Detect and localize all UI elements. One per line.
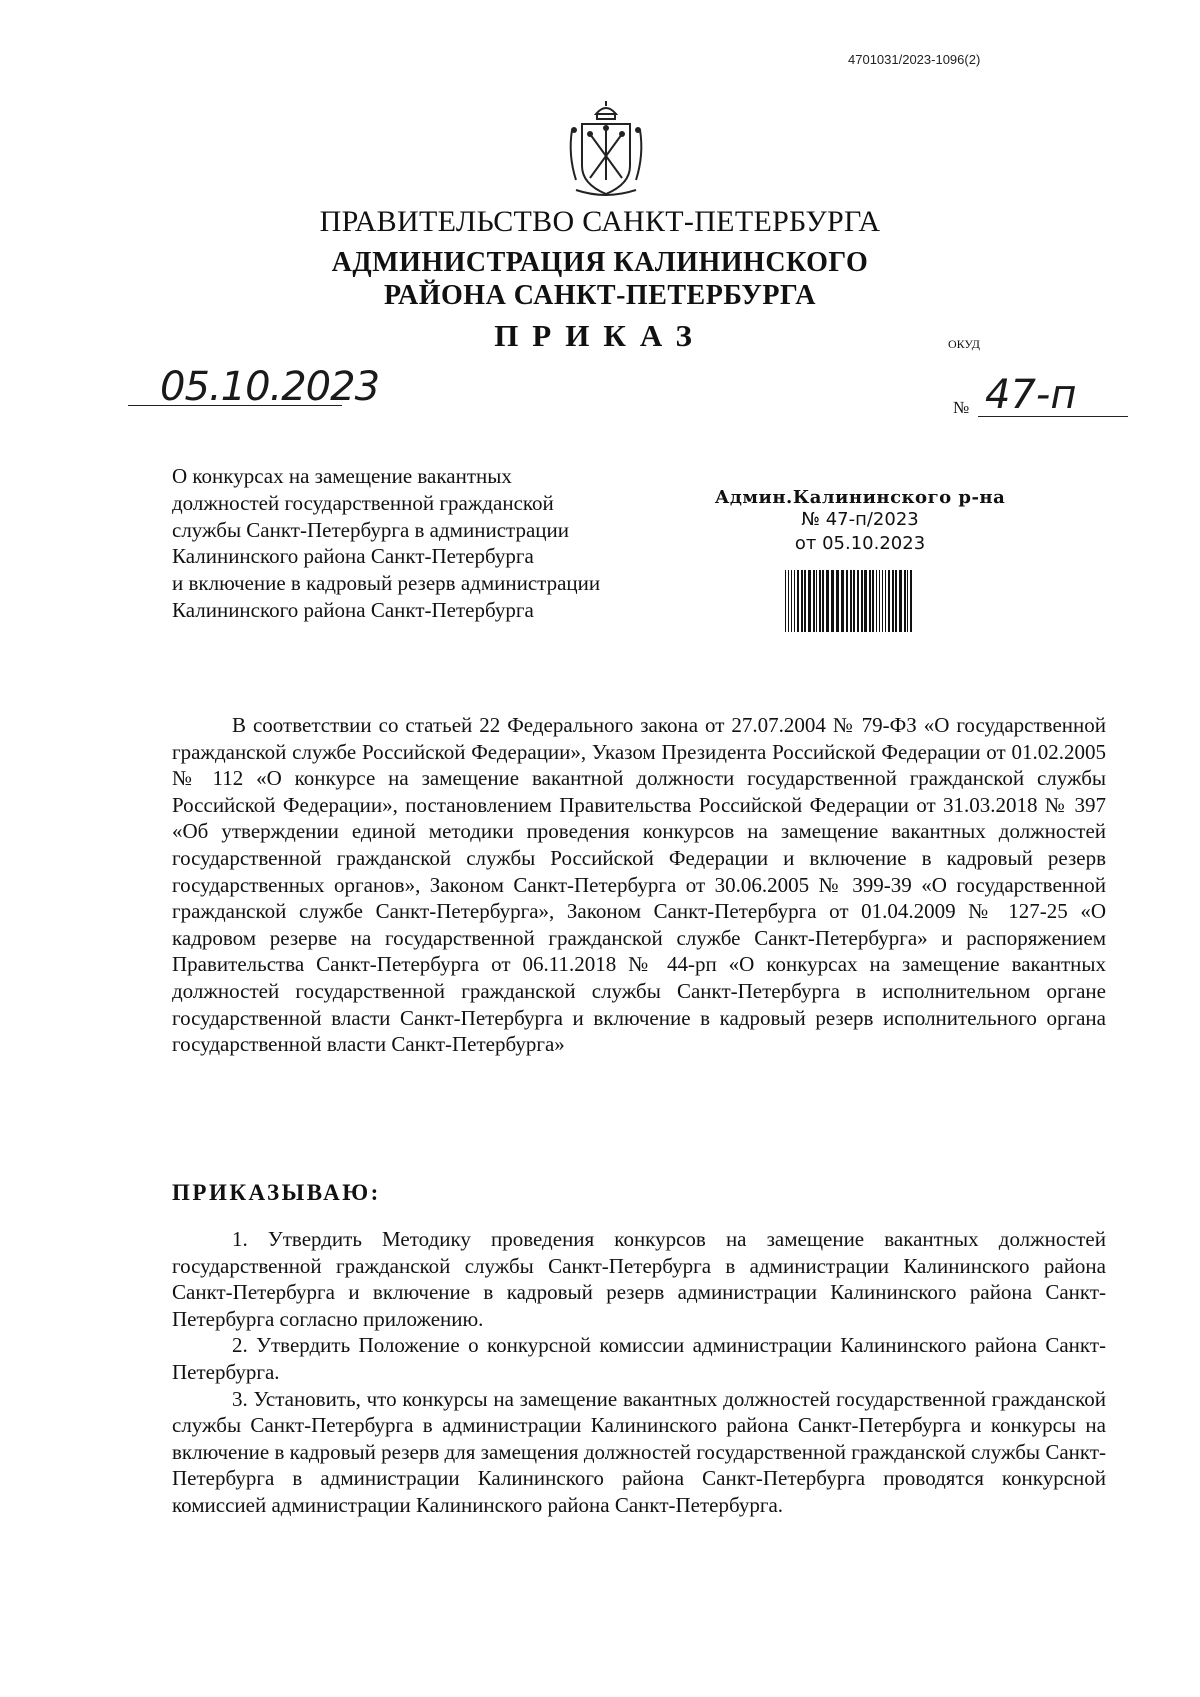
barcode-bar	[797, 570, 799, 632]
barcode-icon	[785, 570, 913, 632]
subject-line: и включение в кадровый резерв администрации	[172, 571, 601, 596]
barcode-bar	[801, 570, 803, 632]
barcode-bar	[904, 570, 906, 632]
order-subject	[172, 463, 600, 624]
okud-label: ОКУД	[948, 337, 980, 351]
document-id: 4701031/2023-1096(2)	[848, 52, 981, 67]
barcode-bar	[888, 570, 890, 632]
coat-of-arms-spb-icon	[566, 100, 646, 200]
government-title: ПРАВИТЕЛЬСТВО САНКТ-ПЕТЕРБУРГА	[319, 205, 881, 238]
barcode-bar	[819, 570, 821, 632]
barcode-bar	[826, 570, 829, 632]
barcode-bar	[822, 570, 824, 632]
subject-line: Калининского района Санкт-Петербурга	[172, 597, 534, 622]
barcode-bar	[879, 570, 880, 632]
barcode-bar	[869, 570, 871, 632]
document-type-heading: ПРИКАЗ	[494, 318, 706, 353]
number-label: №	[953, 398, 970, 417]
barcode-bar	[804, 570, 806, 632]
handwritten-date: 05.10.2023	[160, 364, 380, 410]
barcode-bar	[841, 570, 844, 632]
barcode-bar	[864, 570, 867, 632]
subject-line: службы Санкт-Петербурга в администрации	[172, 517, 569, 542]
barcode-bar	[876, 570, 877, 632]
barcode-bar	[872, 570, 874, 632]
barcode-bar	[853, 570, 855, 632]
barcode-bar	[813, 570, 815, 632]
barcode-bar	[785, 570, 786, 632]
barcode-bar	[831, 570, 834, 632]
administration-title-line2: РАЙОНА САНКТ-ПЕТЕРБУРГА	[383, 280, 816, 311]
barcode-bar	[895, 570, 897, 632]
intro-paragraph: В соответствии со статьей 22 Федерального закона от 27.07.2004 № 79-ФЗ «О государственной гражданской службе Российской Федерации», Указом Президента Российской Федерации от 01.02.2005 № 112 «О конкурсе на замещение вакантной должности государственной гражданской службы Российской Федерации», постановлением Правительства Российской Федерации от 31.03.2018 № 397 «Об утверждении единой методики проведения конкурсов на замещение вакантных должностей государственной гражданской службы Российской Федерации и включение в кадровый резерв государственных органов», Законом Санкт-Петербурга от 30.06.2005 № 399-39 «О государственной гражданской службе Санкт-Петербурга», Законом Санкт-Петербурга от 01.04.2009 № 127-25 «О кадровом резерве на государственной гражданской службе Санкт-Петербурга» и распоряжением Правительства Санкт-Петербурга от 06.11.2018 № 44-рп «О конкурсах на замещение вакантных должностей государственной гражданской службы Санкт-Петербурга в исполнительном органе государственной власти Санкт-Петербурга и включение в кадровый резерв исполнительного органа государственной власти Санкт-Петербурга»	[172, 713, 1106, 1057]
order-item: 2. Утвердить Положение о конкурсной комиссии администрации Калининского района Санкт-Петербурга.	[172, 1333, 1106, 1384]
barcode-bar	[791, 570, 792, 632]
barcode-bar	[788, 570, 789, 632]
barcode-bar	[885, 570, 886, 632]
barcode-bar	[899, 570, 902, 632]
barcode-bar	[882, 570, 883, 632]
barcode-bar	[892, 570, 894, 632]
stamp-date: от 05.10.2023	[794, 533, 926, 554]
administration-title-line1: АДМИНИСТРАЦИЯ КАЛИНИНСКОГО	[331, 247, 869, 278]
order-items	[172, 1226, 1106, 1519]
barcode-bar	[857, 570, 859, 632]
barcode-bar	[816, 570, 817, 632]
subject-line: должностей государственной гражданской	[172, 490, 554, 515]
stamp-organization: Админ.Калининского р-на	[714, 487, 1006, 508]
barcode-bar	[907, 570, 908, 632]
barcode-bar	[850, 570, 852, 632]
order-item: 3. Установить, что конкурсы на замещение вакантных должностей государственной гражданской службы Санкт-Петербурга в администрации Калининского района Санкт-Петербурга и конкурсы на включение в кадровый резерв для замещения должностей государственной гражданской службы Санкт-Петербурга в администрации Калининского района Санкт-Петербурга проводятся конкурсной комиссией администрации Калининского района Санкт-Петербурга.	[172, 1386, 1106, 1517]
registration-stamp	[710, 487, 1010, 556]
barcode-bar	[910, 570, 912, 632]
barcode-bar	[794, 570, 795, 632]
number-underline	[978, 416, 1128, 417]
barcode-bar	[836, 570, 839, 632]
subject-line: О конкурсах на замещение вакантных	[172, 464, 512, 488]
date-underline	[128, 405, 342, 406]
barcode-bar	[846, 570, 848, 632]
order-item: 1. Утвердить Методику проведения конкурсов на замещение вакантных должностей государственной гражданской службы Санкт-Петербурга в администрации Калининского района Санкт-Петербурга и включение в кадровый резерв администрации Калининского района Санкт-Петербурга согласно приложению.	[172, 1227, 1106, 1331]
barcode-bar	[808, 570, 811, 632]
barcode-bar	[861, 570, 863, 632]
stamp-number: № 47-п/2023	[801, 509, 919, 530]
subject-line: Калининского района Санкт-Петербурга	[172, 544, 534, 569]
order-heading: ПРИКАЗЫВАЮ:	[172, 1180, 381, 1205]
handwritten-number: 47-п	[985, 372, 1077, 418]
